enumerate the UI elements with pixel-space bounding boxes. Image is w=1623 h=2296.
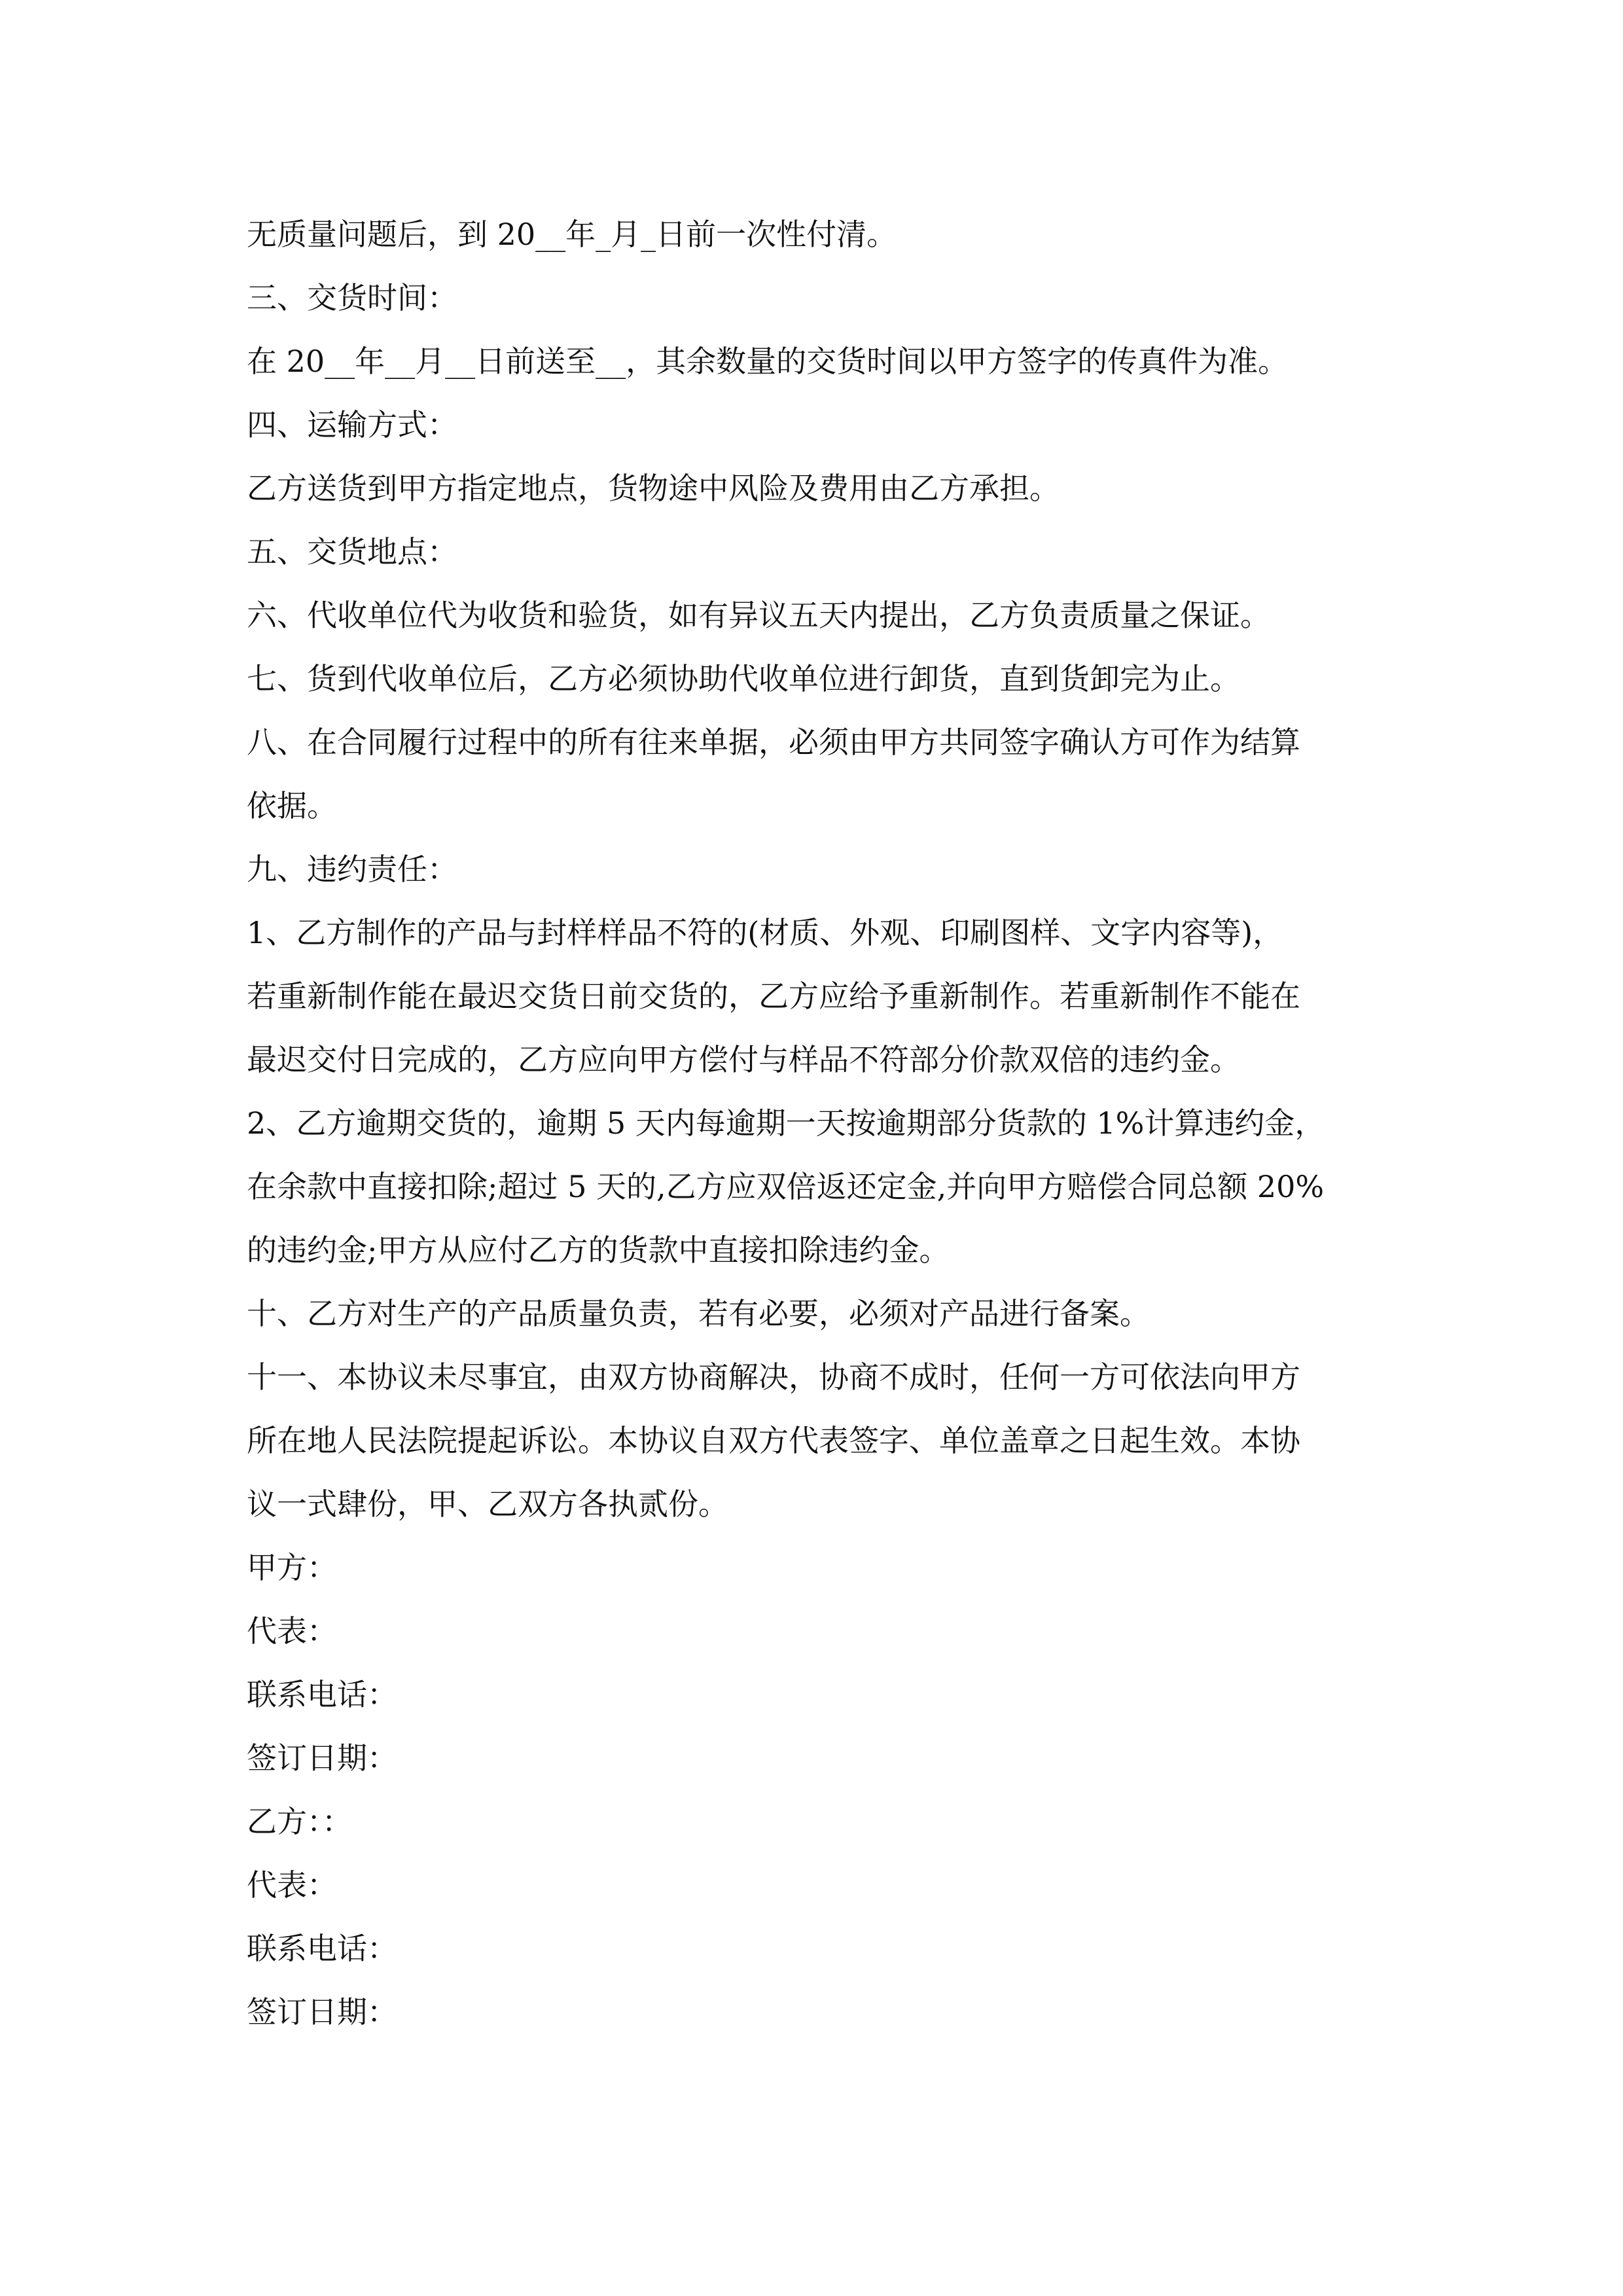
liability-item-2-line-2: 在余款中直接扣除;超过 5 天的,乙方应双倍返还定金,并向甲方赔偿合同总额 20% xyxy=(247,1169,1325,1204)
section-heading-delivery-time: 三、交货时间： xyxy=(247,280,457,315)
clause-six: 六、代收单位代为收货和验货，如有异议五天内提出，乙方负责质量之保证。 xyxy=(247,598,1270,633)
delivery-time-text: 在 20__年__月__日前送至__，其余数量的交货时间以甲方签字的传真件为准。 xyxy=(247,344,1289,379)
liability-item-1-line-1: 1、乙方制作的产品与封样样品不符的(材质、外观、印刷图样、文字内容等)， xyxy=(247,915,1283,950)
clause-eight-line-2: 依据。 xyxy=(247,788,337,823)
party-b-sign-date-label: 签订日期： xyxy=(247,1994,397,2030)
liability-item-1-line-3: 最迟交付日完成的，乙方应向甲方偿付与样品不符部分价款双倍的违约金。 xyxy=(247,1042,1240,1077)
clause-eight-line-1: 八、在合同履行过程中的所有往来单据，必须由甲方共同签字确认方可作为结算 xyxy=(247,725,1300,760)
clause-eleven-line-3: 议一式肆份，甲、乙双方各执贰份。 xyxy=(247,1486,728,1522)
payment-clause-tail: 无质量问题后，到 20__年_月_日前一次性付清。 xyxy=(247,217,897,252)
liability-item-1-line-2: 若重新制作能在最迟交货日前交货的，乙方应给予重新制作。若重新制作不能在 xyxy=(247,978,1300,1014)
document-body xyxy=(247,203,1389,2044)
party-a-label: 甲方： xyxy=(247,1550,337,1585)
transport-text: 乙方送货到甲方指定地点，货物途中风险及费用由乙方承担。 xyxy=(247,471,1060,506)
section-heading-transport: 四、运输方式： xyxy=(247,407,457,442)
liability-item-2-line-3: 的违约金;甲方从应付乙方的货款中直接扣除违约金。 xyxy=(247,1232,950,1268)
party-b-phone-label: 联系电话： xyxy=(247,1931,397,1966)
party-a-sign-date-label: 签订日期： xyxy=(247,1740,397,1776)
clause-eleven-line-2: 所在地人民法院提起诉讼。本协议自双方代表签字、单位盖章之日起生效。本协 xyxy=(247,1423,1300,1458)
section-heading-liability: 九、违约责任： xyxy=(247,852,457,887)
clause-seven: 七、货到代收单位后，乙方必须协助代收单位进行卸货，直到货卸完为止。 xyxy=(247,661,1240,696)
clause-eleven-line-1: 十一、本协议未尽事宜，由双方协商解决，协商不成时，任何一方可依法向甲方 xyxy=(247,1359,1300,1395)
section-heading-delivery-place: 五、交货地点： xyxy=(247,534,457,569)
clause-ten: 十、乙方对生产的产品质量负责，若有必要，必须对产品进行备案。 xyxy=(247,1296,1150,1331)
party-b-representative-label: 代表： xyxy=(247,1867,337,1903)
party-a-representative-label: 代表： xyxy=(247,1613,337,1649)
party-a-phone-label: 联系电话： xyxy=(247,1677,397,1712)
liability-item-2-line-1: 2、乙方逾期交货的，逾期 5 天内每逾期一天按逾期部分货款的 1%计算违约金， xyxy=(247,1105,1325,1141)
party-b-label: 乙方：： xyxy=(247,1804,352,1839)
